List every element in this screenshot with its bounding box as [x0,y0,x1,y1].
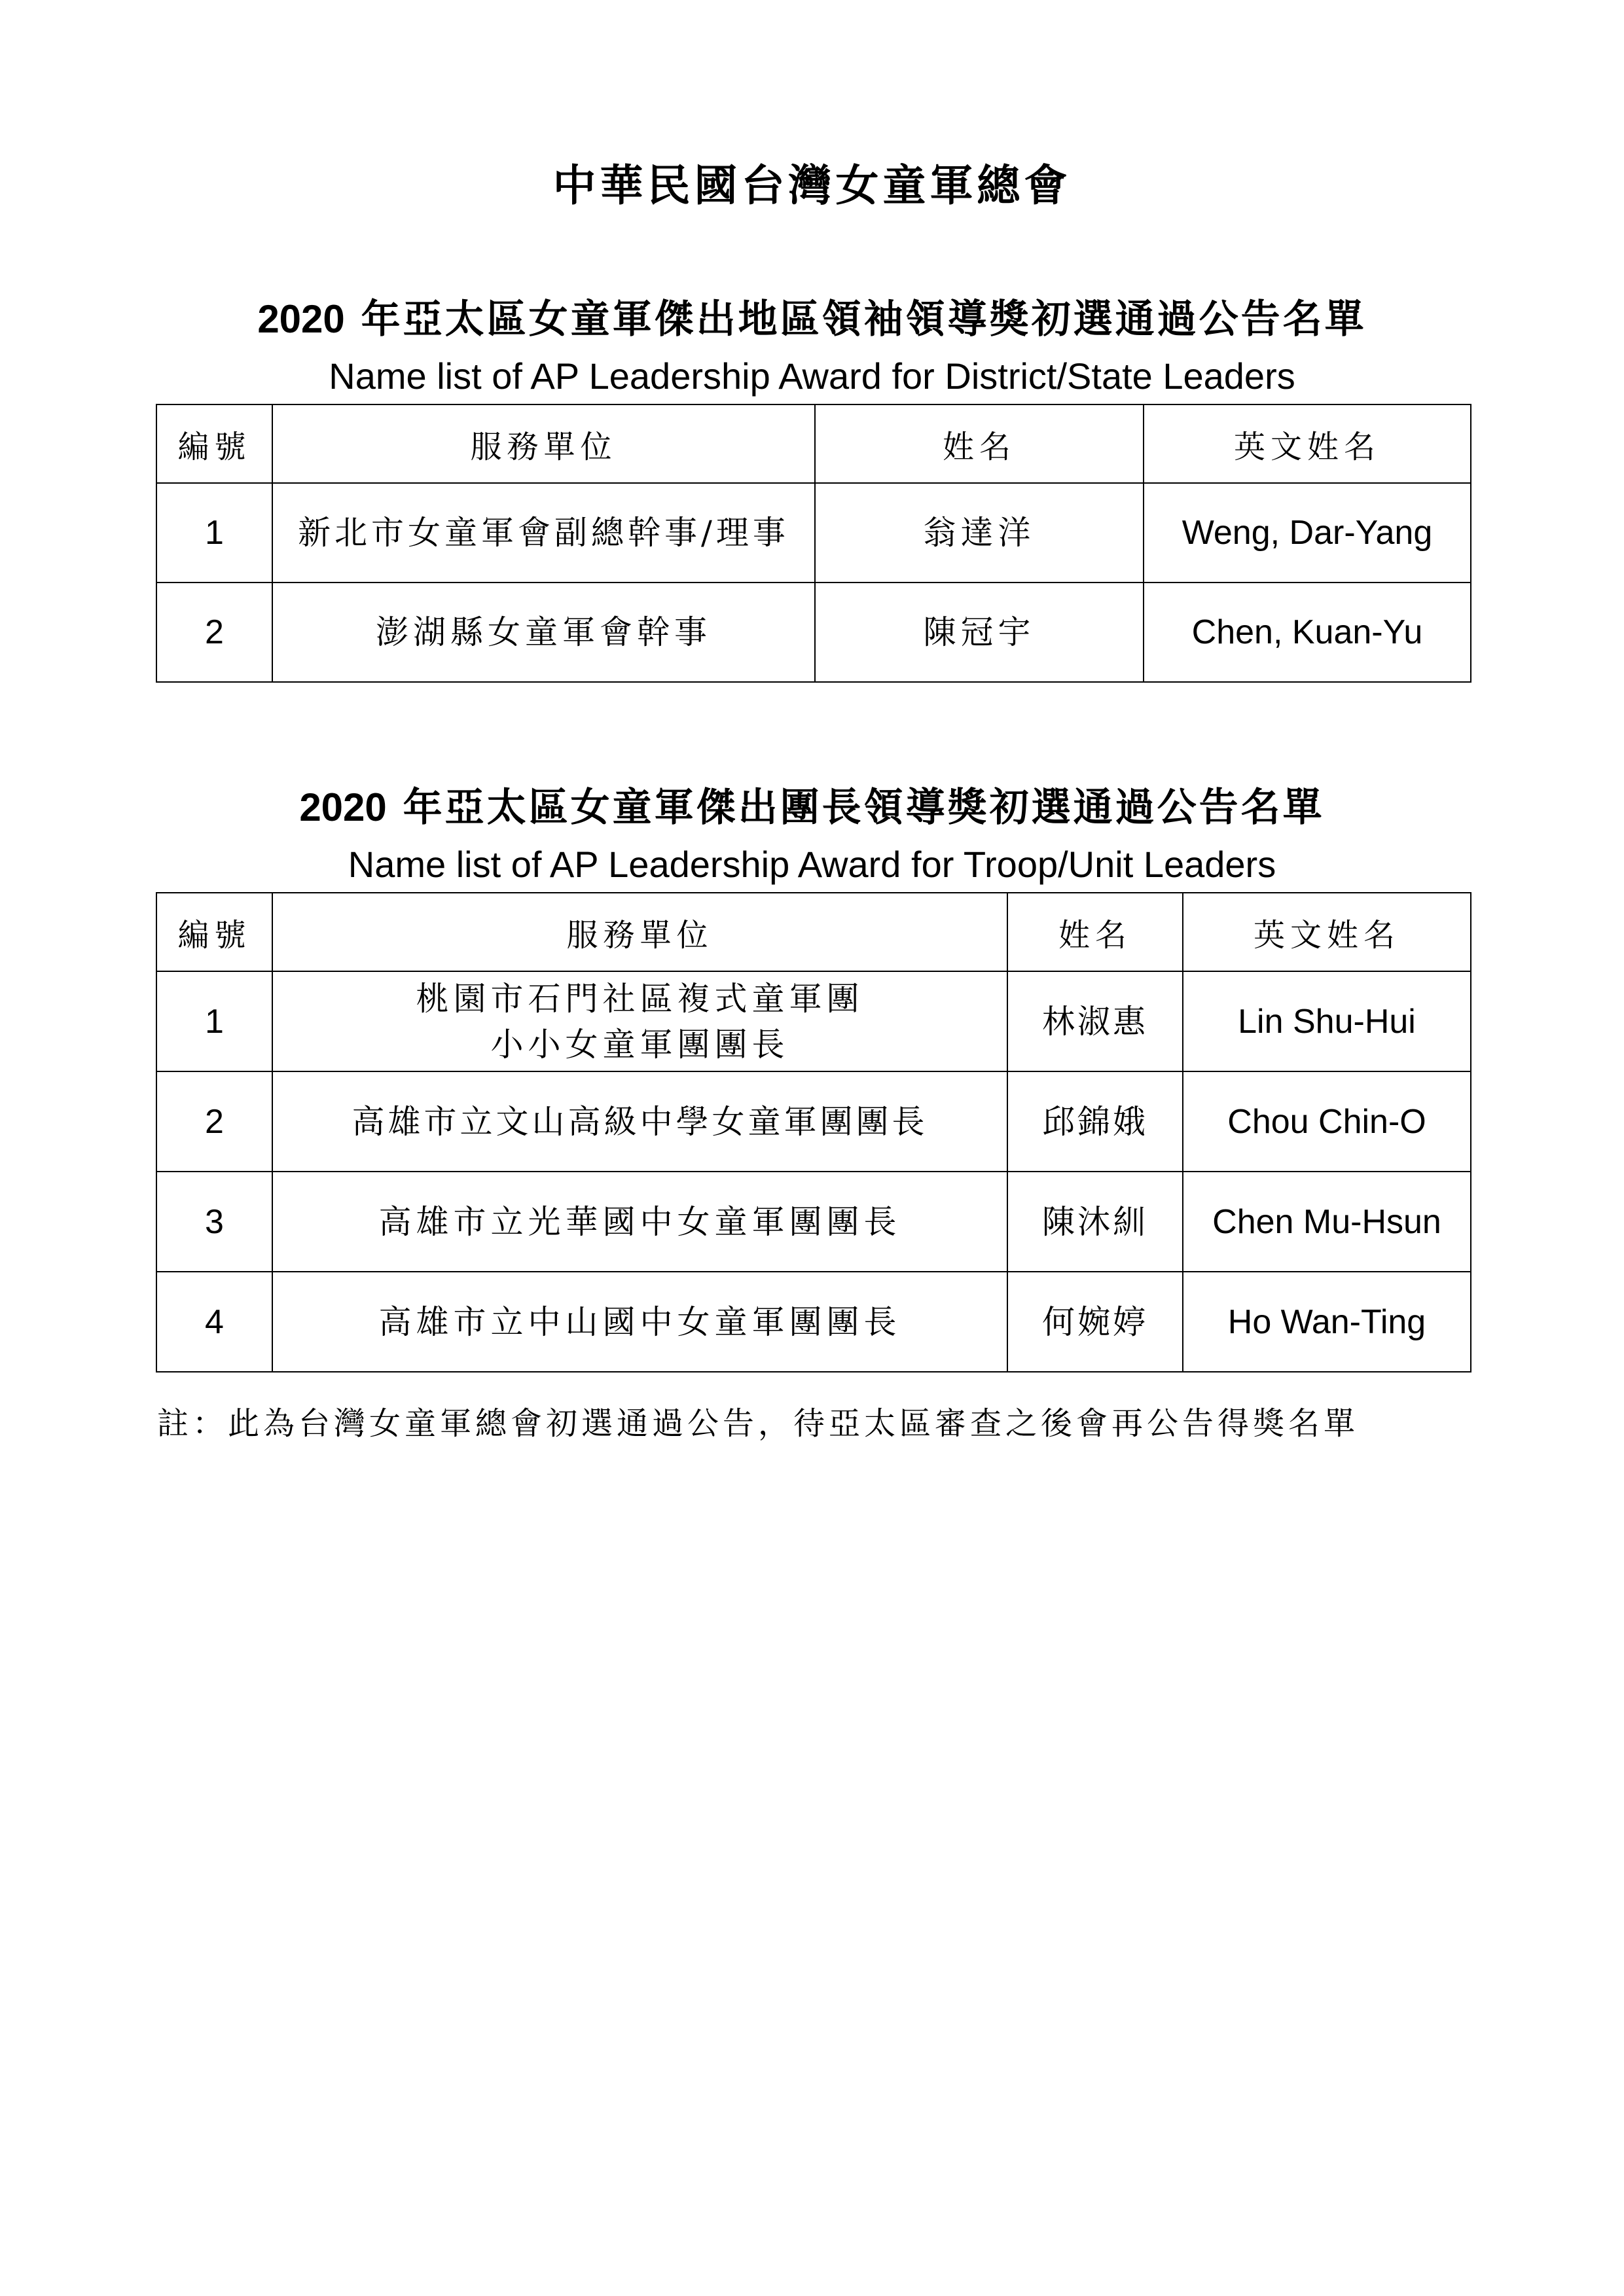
row-number: 3 [156,1172,272,1272]
section2-title-text: 年亞太區女童軍傑出團長領導獎初選通過公告名單 [386,785,1325,831]
row-unit: 新北市女童軍會副總幹事/理事 [272,483,815,583]
row-unit-line-2: 小小女童軍團團長 [490,1025,789,1064]
row-name: 陳沐紃 [1007,1172,1183,1272]
row-english-name: Chen Mu-Hsun [1183,1172,1471,1272]
section1-year: 2020 [257,297,345,341]
row-unit: 高雄市立中山國中女童軍團團長 [272,1272,1007,1372]
row-unit: 高雄市立光華國中女童軍團團長 [272,1172,1007,1272]
row-name: 翁達洋 [815,483,1144,583]
header-number: 編號 [156,893,272,971]
row-name: 陳冠宇 [815,583,1144,682]
row-english-name: Ho Wan-Ting [1183,1272,1471,1372]
row-number: 4 [156,1272,272,1372]
header-english-name: 英文姓名 [1144,404,1471,483]
header-unit: 服務單位 [272,893,1007,971]
troop-leaders-table [156,892,1471,1372]
page-title: 中華民國台灣女童軍總會 [552,160,1072,211]
row-english-name: Weng, Dar-Yang [1144,483,1471,583]
table-header-row [156,893,1471,971]
table-row [156,483,1471,583]
header-number: 編號 [156,404,272,483]
section2-year: 2020 [299,785,387,829]
row-unit: 高雄市立文山高級中學女童軍團團長 [272,1071,1007,1172]
section2-subtitle: Name list of AP Leadership Award for Troop/Unit Leaders [348,844,1276,885]
district-leaders-table [156,404,1471,683]
row-english-name: Chou Chin-O [1183,1071,1471,1172]
section2-title [0,781,1624,834]
row-number: 1 [156,971,272,1071]
header-name: 姓名 [1007,893,1183,971]
table-row [156,1172,1471,1272]
table-row [156,971,1471,1071]
row-unit-line-1: 桃園市石門社區複式童軍團 [416,979,864,1018]
row-number: 2 [156,1071,272,1172]
footnote: 註：此為台灣女童軍總會初選通過公告，待亞太區審查之後會再公告得獎名單 [157,1405,1360,1442]
header-unit: 服務單位 [272,404,815,483]
header-english-name: 英文姓名 [1183,893,1471,971]
section1-title [0,293,1624,346]
row-number: 2 [156,583,272,682]
row-english-name: Chen, Kuan-Yu [1144,583,1471,682]
table-row [156,1272,1471,1372]
row-unit: 澎湖縣女童軍會幹事 [272,583,815,682]
table-row [156,583,1471,682]
row-unit [272,971,1007,1071]
row-name: 何婉婷 [1007,1272,1183,1372]
table-row [156,1071,1471,1172]
row-name: 林淑惠 [1007,971,1183,1071]
header-name: 姓名 [815,404,1144,483]
row-number: 1 [156,483,272,583]
row-name: 邱錦娥 [1007,1071,1183,1172]
row-english-name: Lin Shu-Hui [1183,971,1471,1071]
table-header-row [156,404,1471,483]
section1-title-text: 年亞太區女童軍傑出地區領袖領導獎初選通過公告名單 [344,296,1367,342]
section1-subtitle: Name list of AP Leadership Award for District/State Leaders [329,355,1295,397]
